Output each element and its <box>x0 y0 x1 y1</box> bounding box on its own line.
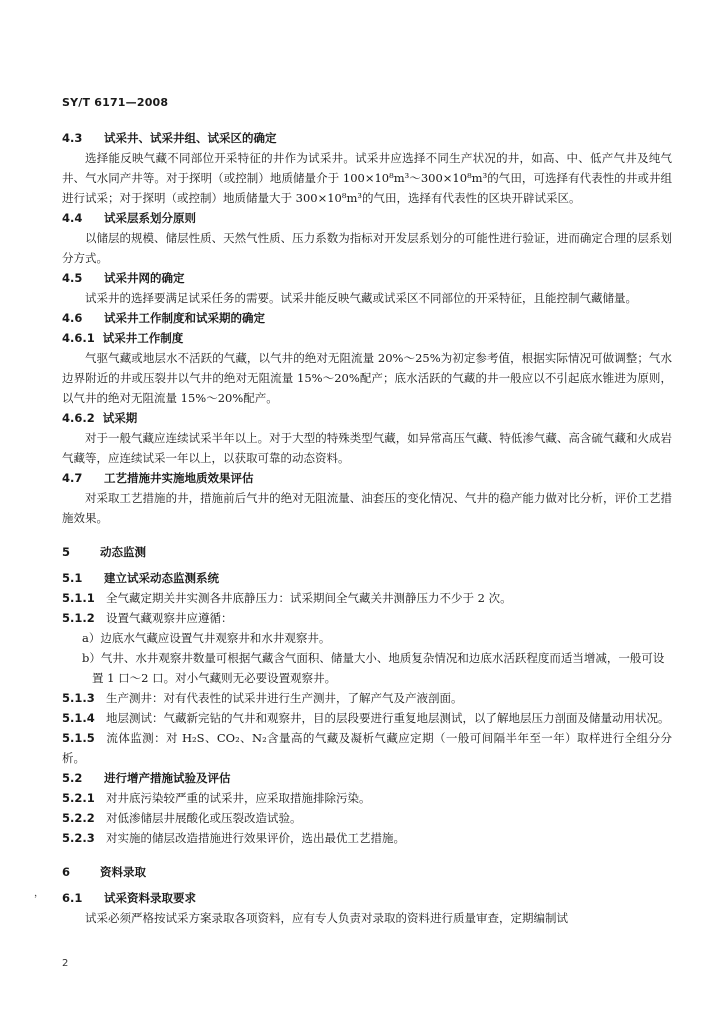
clause-text: 对井底污染较严重的试采井，应采取措施排除污染。 <box>106 791 371 805</box>
subsection-heading <box>62 128 672 148</box>
subsection-heading <box>62 208 672 228</box>
heading-number: 4.6 <box>62 311 83 325</box>
section-heading <box>62 542 672 562</box>
subsection-heading <box>62 328 672 348</box>
clause-number: 5.2.2 <box>62 811 95 825</box>
heading-title: 试采层系划分原则 <box>104 211 196 225</box>
paragraph: 气驱气藏或地层水不活跃的气藏，以气井的绝对无阻流量 20%～25%为初定参考值，根据实际情况可做调整；气水边界附近的井或压裂井以气井的绝对无阻流量 15%～20%配产；底水活跃的气藏的井一般应以不引起底水锥进为原则，以气井的绝对无阻流量 15%～20%配产。 <box>62 351 672 405</box>
heading-title: 试采期 <box>102 411 138 425</box>
paragraph: 对采取工艺措施的井，措施前后气井的绝对无阻流量、油套压的变化情况、气井的稳产能力做对比分析，评价工艺措施效果。 <box>62 491 672 525</box>
heading-number: 5.1 <box>62 571 83 585</box>
subsection-heading <box>62 408 672 428</box>
heading-number: 4.6.1 <box>62 331 95 345</box>
heading-title: 资料录取 <box>100 865 146 879</box>
heading-number: 4.4 <box>62 211 83 225</box>
clause-text: 生产测井：对有代表性的试采井进行生产测井，了解产气及产液剖面。 <box>106 691 463 705</box>
subsection-heading <box>62 308 672 328</box>
paragraph: 试采必须严格按试采方案录取各项资料，应有专人负责对录取的资料进行质量审查，定期编制试 <box>85 911 568 925</box>
clause-text: 流体监测：对 H₂S、CO₂、N₂含量高的气藏及凝析气藏应定期（一般可间隔半年至一年）取样进行全组分分析。 <box>62 731 672 765</box>
heading-number: 4.3 <box>62 131 83 145</box>
clause-text: 对实施的储层改造措施进行效果评价，选出最优工艺措施。 <box>106 831 405 845</box>
subsection-heading <box>62 568 672 588</box>
numbered-clause <box>62 808 672 828</box>
heading-number: 5.2 <box>62 771 83 785</box>
heading-title: 试采井工作制度 <box>102 331 184 345</box>
heading-number: 4.5 <box>62 271 83 285</box>
subsection-heading <box>62 468 672 488</box>
heading-number: 6 <box>62 865 71 879</box>
heading-title: 动态监测 <box>100 545 146 559</box>
margin-mark: ， <box>34 888 44 899</box>
subsection-heading <box>62 888 672 908</box>
document-body <box>62 128 672 928</box>
heading-number: 6.1 <box>62 891 83 905</box>
numbered-clause <box>62 728 672 768</box>
clause-number: 5.1.5 <box>62 731 95 745</box>
numbered-clause <box>62 608 672 628</box>
numbered-clause <box>62 828 672 848</box>
heading-number: 4.6.2 <box>62 411 95 425</box>
clause-number: 5.1.3 <box>62 691 95 705</box>
paragraph: 以储层的规模、储层性质、天然气性质、压力系数为指标对开发层系划分的可能性进行验证，进而确定合理的层系划分方式。 <box>62 231 672 265</box>
page-number: 2 <box>62 958 69 969</box>
clause-number: 5.1.2 <box>62 611 95 625</box>
heading-title: 试采井工作制度和试采期的确定 <box>104 311 265 325</box>
heading-title: 试采井、试采井组、试采区的确定 <box>104 131 277 145</box>
heading-title: 建立试采动态监测系统 <box>104 571 219 585</box>
clause-text: 对低渗储层井展酸化或压裂改造试验。 <box>106 811 302 825</box>
paragraph: 试采井的选择要满足试采任务的需要。试采井能反映气藏或试采区不同部位的开采特征，且能控制气藏储量。 <box>85 291 637 305</box>
heading-title: 工艺措施井实施地质效果评估 <box>104 471 254 485</box>
heading-title: 试采资料录取要求 <box>104 891 196 905</box>
heading-title: 试采井网的确定 <box>104 271 185 285</box>
heading-number: 5 <box>62 545 71 559</box>
document-code: SY/T 6171—2008 <box>62 96 169 109</box>
numbered-clause <box>62 708 672 728</box>
clause-number: 5.1.1 <box>62 591 95 605</box>
clause-text: 全气藏定期关井实测各井底静压力：试采期间全气藏关井测静压力不少于 2 次。 <box>106 591 512 605</box>
numbered-clause <box>62 788 672 808</box>
clause-number: 5.1.4 <box>62 711 95 725</box>
section-heading <box>62 862 672 882</box>
heading-title: 进行增产措施试验及评估 <box>104 771 231 785</box>
heading-number: 4.7 <box>62 471 83 485</box>
paragraph: 选择能反映气藏不同部位开采特征的井作为试采井。试采井应选择不同生产状况的井，如高、中、低产气井及纯气井、气水同产井等。对于探明（或控制）地质储量介于 100×10⁸m³～300×10⁸m³的气田，可选择有代表性的井或井组进行试采；对于探明（或控制）地质储量大于 300×10⁸m³的气田，选择有代表性的区块开辟试采区。 <box>62 151 672 205</box>
subsection-heading <box>62 768 672 788</box>
clause-text: 地层测试：气藏新完钻的气井和观察井，目的层段要进行重复地层测试，以了解地层压力剖面及储量动用状况。 <box>106 711 670 725</box>
list-item: b）气井、水井观察井数量可根据气藏含气面积、储量大小、地质复杂情况和边底水活跃程度而适当增减，一般可设置 1 口～2 口。对小气藏则无必要设置观察井。 <box>82 651 665 685</box>
paragraph: 对于一般气藏应连续试采半年以上。对于大型的特殊类型气藏，如异常高压气藏、特低渗气藏、高含硫气藏和火成岩气藏等，应连续试采一年以上，以获取可靠的动态资料。 <box>62 431 672 465</box>
numbered-clause <box>62 688 672 708</box>
list-item: a）边底水气藏应设置气井观察井和水井观察井。 <box>82 631 331 645</box>
clause-number: 5.2.3 <box>62 831 95 845</box>
subsection-heading <box>62 268 672 288</box>
clause-text: 设置气藏观察井应遵循： <box>106 611 233 625</box>
clause-number: 5.2.1 <box>62 791 95 805</box>
numbered-clause <box>62 588 672 608</box>
